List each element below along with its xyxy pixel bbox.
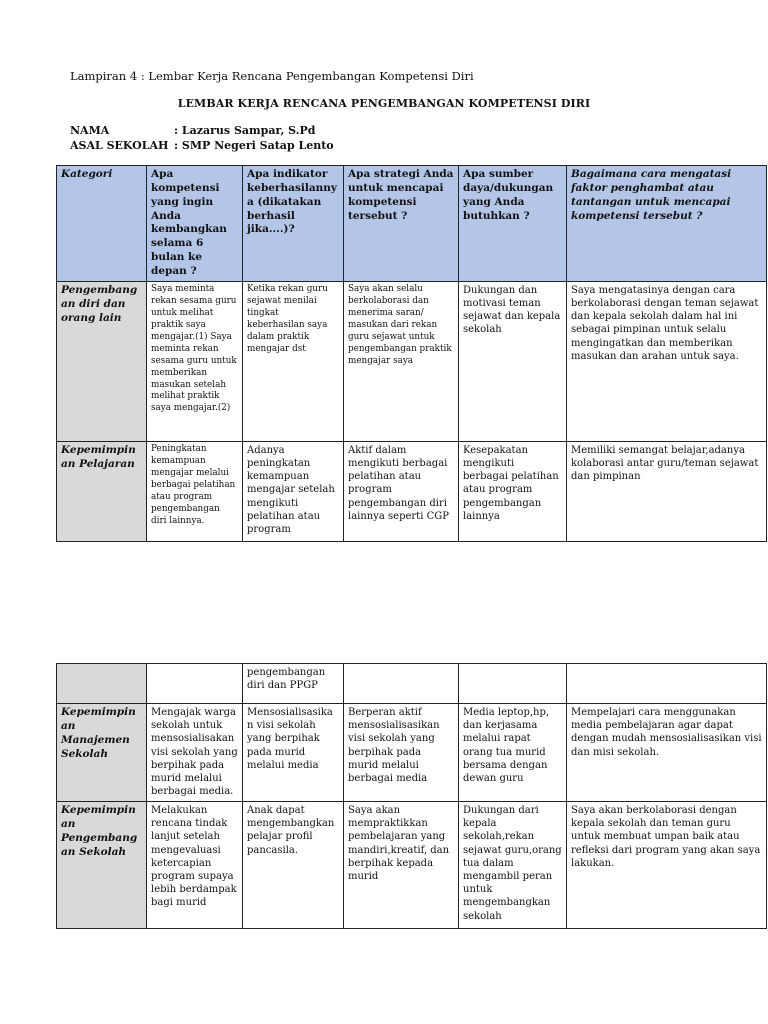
cell-kompetensi: Peningkatan kemampuan mengajar melalui berbagai pelatihan atau program pengembangan diri lainnya. [147,441,243,541]
cell-indikator: Mensosialisasikan visi sekolah yang berpihak pada murid melalui media [243,704,344,802]
table-row [57,704,767,802]
header-hambatan: Bagaimana cara mengatasi faktor penghambat atau tantangan untuk mencapai kompetensi tersebut ? [567,166,767,282]
document-title: LEMBAR KERJA RENCANA PENGEMBANGAN KOMPETENSI DIRI [177,97,591,110]
cell-kategori: Kepemimpinan Pengembangan Sekolah [57,802,147,929]
competency-table [56,165,767,542]
header-kategori: Kategori [57,166,147,282]
cell-sumber: Kesepakatan mengikuti berbagai pelatihan atau program pengembangan lainnya [459,441,567,541]
cell-hambatan: Saya akan berkolaborasi dengan kepala sekolah dan teman guru untuk membuat umpan baik atau refleksi dari program yang akan saya lakukan. [567,802,767,929]
name-value: : Lazarus Sampar, S.Pd [174,124,316,137]
header-kompetensi: Apa kompetensi yang ingin Anda kembangkan selama 6 bulan ke depan ? [147,166,243,282]
cell-indikator: Ketika rekan guru sejawat menilai tingkat keberhasilan saya dalam praktik mengajar dst [243,281,344,441]
appendix-label: Lampiran 4 : Lembar Kerja Rencana Pengembangan Kompetensi Diri [70,69,474,83]
school-label: ASAL SEKOLAH [70,139,169,152]
table-row [57,802,767,929]
cell-sumber: Dukungan dari kepala sekolah,rekan sejawat guru,orang tua dalam mengambil peran untuk mengembangkan sekolah [459,802,567,929]
school-value: : SMP Negeri Satap Lento [174,139,334,152]
header-indikator: Apa indikator keberhasilannya (dikatakan berhasil jika....)? [243,166,344,282]
name-label: NAMA [70,124,110,137]
header-strategi: Apa strategi Anda untuk mencapai kompetensi tersebut ? [344,166,459,282]
cell-kompetensi: Saya meminta rekan sesama guru untuk melihat praktik saya mengajar.(1) Saya meminta rekan sesama guru untuk memberikan masukan setelah melihat praktik saya mengajar.(2) [147,281,243,441]
cell-kategori: Kepemimpinan Manajemen Sekolah [57,704,147,802]
header-sumber: Apa sumber daya/dukungan yang Anda butuhkan ? [459,166,567,282]
cell-kategori-empty [57,664,147,704]
competency-table-continued [56,663,767,929]
cell-strategi: Saya akan selalu berkolaborasi dan menerima saran/ masukan dari rekan guru sejawat untuk pengembangan praktik mengajar saya [344,281,459,441]
cell-strategi: Saya akan mempraktikkan pembelajaran yang mandiri,kreatif, dan berpihak kepada murid [344,802,459,929]
cell-empty [344,664,459,704]
cell-indikator: Anak dapat mengembangkan pelajar profil pancasila. [243,802,344,929]
table-row [57,441,767,541]
cell-empty [459,664,567,704]
cell-continuation: pengembangan diri dan PPGP [243,664,344,704]
cell-indikator: Adanya peningkatan kemampuan mengajar setelah mengikuti pelatihan atau program [243,441,344,541]
cell-empty [567,664,767,704]
cell-kompetensi: Mengajak warga sekolah untuk mensosialisakan visi sekolah yang berpihak pada murid melalui berbagai media. [147,704,243,802]
name-row [70,124,315,137]
cell-hambatan: Memiliki semangat belajar,adanya kolaborasi antar guru/teman sejawat dan pimpinan [567,441,767,541]
cell-sumber: Dukungan dan motivasi teman sejawat dan kepala sekolah [459,281,567,441]
school-row [70,139,334,152]
table-row [57,281,767,441]
cell-empty [147,664,243,704]
table-header-row [57,166,767,282]
cell-hambatan: Saya mengatasinya dengan cara berkolaborasi dengan teman sejawat dan kepala sekolah dalam hal ini sebagai pimpinan untuk selalu mengingatkan dan memberikan masukan dan arahan untuk saya. [567,281,767,441]
cell-sumber: Media leptop,hp, dan kerjasama melalui rapat orang tua murid bersama dengan dewan guru [459,704,567,802]
cell-kompetensi: Melakukan rencana tindak lanjut setelah mengevaluasi ketercapian program supaya lebih berdampak bagi murid [147,802,243,929]
cell-strategi: Berperan aktif mensosialisasikan visi sekolah yang berpihak pada murid melalui berbagai media [344,704,459,802]
cell-hambatan: Mempelajari cara menggunakan media pembelajaran agar dapat dengan mudah mensosialisasikan visi dan misi sekolah. [567,704,767,802]
cell-kategori: Kepemimpinan Pelajaran [57,441,147,541]
cell-kategori: Pengembangan diri dan orang lain [57,281,147,441]
continuation-row [57,664,767,704]
cell-strategi: Aktif dalam mengikuti berbagai pelatihan atau program pengembangan diri lainnya seperti CGP [344,441,459,541]
